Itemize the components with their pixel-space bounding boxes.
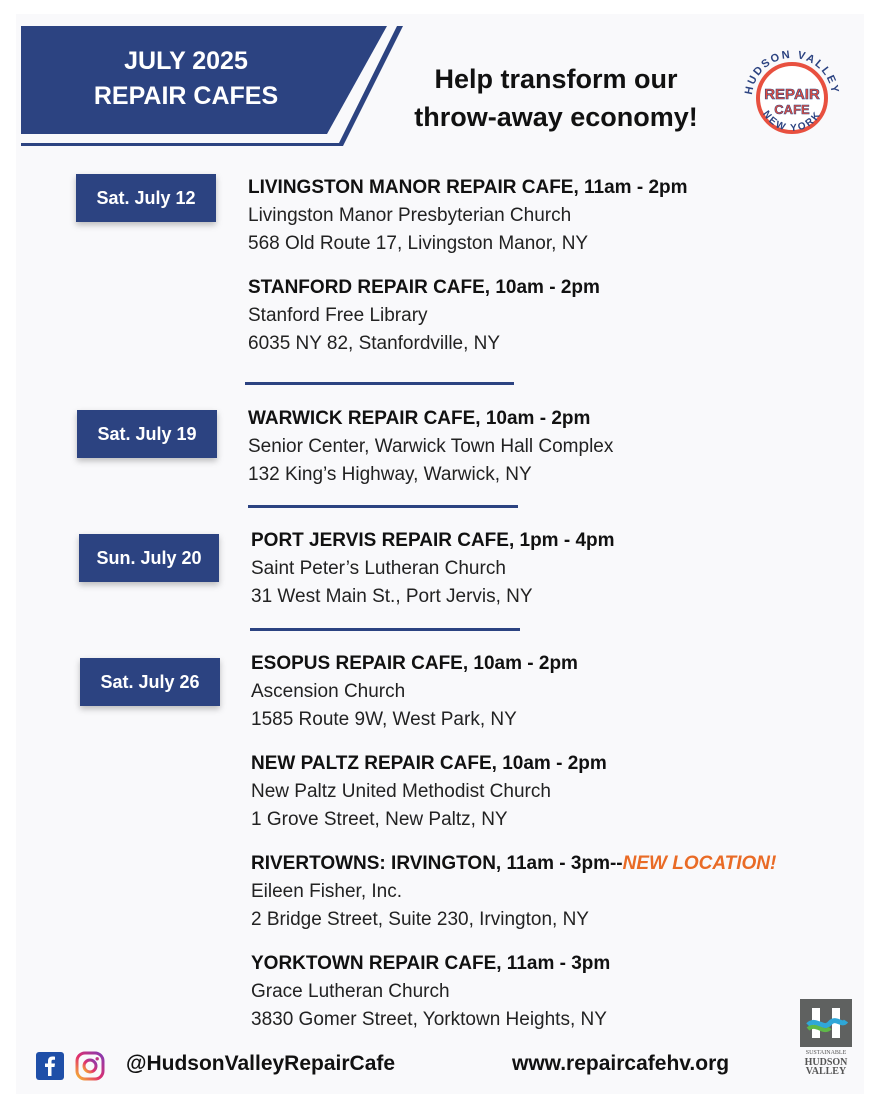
logo-arc-top: HUDSON VALLEY	[742, 48, 841, 96]
instagram-icon[interactable]	[74, 1050, 106, 1082]
shv-mark	[800, 999, 852, 1047]
event-warwick	[248, 405, 864, 489]
event-title: STANFORD REPAIR CAFE, 10am - 2pm	[248, 277, 600, 298]
date-badge-july-19: Sat. July 19	[77, 410, 217, 458]
event-address: 3830 Gomer Street, Yorktown Heights, NY	[251, 1009, 607, 1030]
event-title: ESOPUS REPAIR CAFE, 10am - 2pm	[251, 653, 578, 674]
event-address: 568 Old Route 17, Livingston Manor, NY	[248, 233, 589, 254]
tagline	[396, 60, 716, 136]
event-title: RIVERTOWNS: IRVINGTON, 11am - 3pm--	[251, 853, 623, 874]
event-address: 132 King’s Highway, Warwick, NY	[248, 464, 532, 485]
event-title-row	[251, 850, 864, 878]
section-divider	[250, 628, 520, 631]
event-venue: New Paltz United Methodist Church	[251, 781, 551, 802]
logo-word-repair: REPAIR	[764, 86, 820, 103]
event-venue: Livingston Manor Presbyterian Church	[248, 205, 572, 226]
logo-word-cafe: CAFE	[774, 102, 810, 117]
website-link[interactable]: www.repaircafehv.org	[512, 1052, 730, 1075]
event-esopus	[251, 650, 864, 734]
tagline-line-1: Help transform our	[434, 64, 678, 94]
event-title: YORKTOWN REPAIR CAFE, 11am - 3pm	[251, 953, 611, 974]
event-venue: Senior Center, Warwick Town Hall Complex	[248, 436, 614, 457]
event-new-paltz	[251, 750, 864, 834]
event-venue: Stanford Free Library	[248, 305, 428, 326]
banner-title	[21, 44, 351, 114]
event-address: 1 Grove Street, New Paltz, NY	[251, 809, 508, 830]
event-venue: Ascension Church	[251, 681, 406, 702]
event-venue: Eileen Fisher, Inc.	[251, 881, 403, 902]
event-venue: Grace Lutheran Church	[251, 981, 450, 1002]
repair-cafe-logo	[738, 42, 846, 152]
header-banner	[21, 26, 411, 142]
section-divider	[248, 505, 518, 508]
flyer-page	[16, 14, 864, 1094]
shv-line-2: HUDSON	[804, 1057, 848, 1068]
new-location-tag: NEW LOCATION!	[622, 853, 777, 874]
date-badge-july-12: Sat. July 12	[76, 174, 216, 222]
shv-line-1: SUSTAINABLE	[805, 1050, 847, 1056]
logo-arc-bottom: NEW YORK	[760, 108, 824, 135]
event-address: 1585 Route 9W, West Park, NY	[251, 709, 517, 730]
shv-line-3: VALLEY	[805, 1066, 847, 1077]
event-irvington	[251, 850, 864, 934]
event-stanford	[248, 274, 864, 358]
date-badge-july-26: Sat. July 26	[80, 658, 220, 706]
event-yorktown	[251, 950, 864, 1034]
footer	[16, 1048, 864, 1088]
event-title: WARWICK REPAIR CAFE, 10am - 2pm	[248, 408, 591, 429]
event-title: NEW PALTZ REPAIR CAFE, 10am - 2pm	[251, 753, 607, 774]
tagline-line-2: throw-away economy!	[414, 102, 698, 132]
event-address: 2 Bridge Street, Suite 230, Irvington, NY	[251, 909, 589, 930]
banner-line-2: REPAIR CAFES	[93, 82, 279, 110]
facebook-icon[interactable]	[36, 1052, 64, 1080]
event-title: PORT JERVIS REPAIR CAFE, 1pm - 4pm	[251, 530, 615, 551]
event-venue: Saint Peter’s Lutheran Church	[251, 558, 506, 579]
banner-line-1: JULY 2025	[124, 47, 248, 75]
social-handle[interactable]: @HudsonValleyRepairCafe	[126, 1052, 396, 1075]
event-port-jervis	[251, 527, 864, 611]
event-address: 31 West Main St., Port Jervis, NY	[251, 586, 533, 607]
event-address: 6035 NY 82, Stanfordville, NY	[248, 333, 501, 354]
event-livingston-manor	[248, 174, 864, 258]
event-title: LIVINGSTON MANOR REPAIR CAFE, 11am - 2pm	[248, 177, 688, 198]
date-badge-july-20: Sun. July 20	[79, 534, 219, 582]
section-divider	[245, 382, 514, 385]
